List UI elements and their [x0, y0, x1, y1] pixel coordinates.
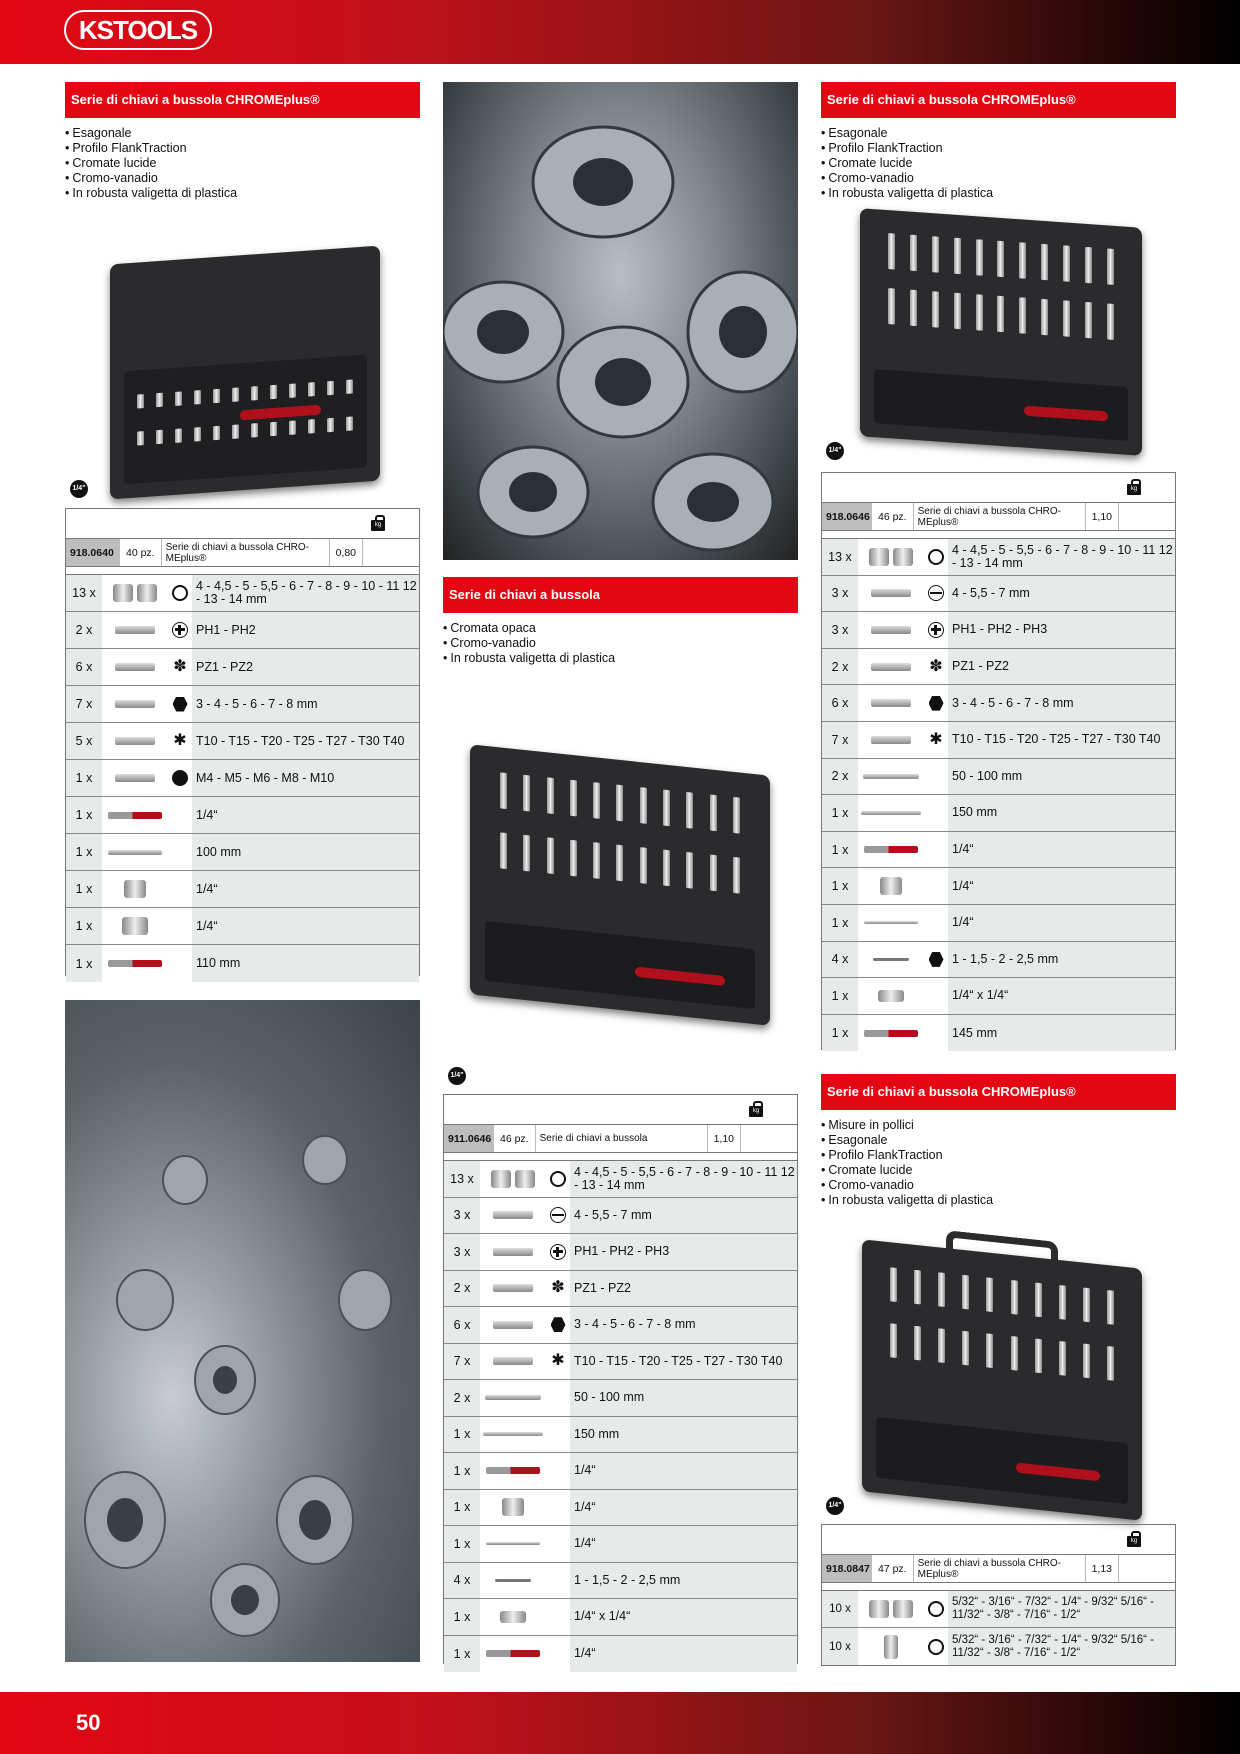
table-row	[822, 576, 1175, 613]
feature-item: • Cromate lucide	[821, 156, 1176, 171]
quantity: 13 x	[66, 575, 102, 611]
quantity: 7 x	[66, 686, 102, 722]
sizes: PH1 - PH2	[192, 612, 419, 648]
feature-item: • Esagonale	[821, 126, 1176, 141]
phillips-icon	[168, 612, 192, 648]
hex-key-image	[858, 942, 924, 978]
bit-image	[102, 760, 168, 796]
slotted-icon	[546, 1198, 570, 1234]
sizes: 4 - 4,5 - 5 - 5,5 - 6 - 7 - 8 - 9 - 10 - 11 12 - 13 - 14 mm	[570, 1161, 797, 1197]
bit-adapter-image	[102, 908, 168, 944]
weight-icon	[371, 515, 385, 531]
table-row	[66, 797, 419, 834]
contents-list	[444, 1161, 797, 1672]
universal-joint-image	[858, 868, 924, 904]
quantity: 13 x	[822, 539, 858, 575]
case-handle	[946, 1230, 1058, 1264]
sizes: 1/4“	[948, 832, 1175, 868]
table-header	[822, 473, 1175, 503]
quantity: 1 x	[66, 908, 102, 944]
drive-size-badge: 1/4"	[826, 442, 844, 460]
quantity: 1 x	[822, 832, 858, 868]
spec-table	[821, 472, 1176, 1050]
sizes: 50 - 100 mm	[570, 1380, 797, 1416]
sizes: 1/4“	[948, 905, 1175, 941]
table-row	[444, 1453, 797, 1490]
sizes: 1/4“	[570, 1490, 797, 1526]
table-row	[822, 868, 1175, 905]
bit-adapter-image	[858, 978, 924, 1014]
sizes: M4 - M5 - M6 - M8 - M10	[192, 760, 419, 796]
piece-count: 47 pz.	[872, 1555, 914, 1582]
sizes: 3 - 4 - 5 - 6 - 7 - 8 mm	[570, 1307, 797, 1343]
sizes: 150 mm	[570, 1417, 797, 1453]
table-row	[822, 795, 1175, 832]
contents-list	[822, 1591, 1175, 1665]
article-description: Serie di chiavi a bussola CHRO-MEplus®	[914, 503, 1086, 530]
spline-icon	[168, 760, 192, 796]
product-image-case	[470, 744, 770, 1026]
feature-list	[821, 126, 1176, 201]
quantity: 1 x	[822, 978, 858, 1014]
feature-item: • Profilo FlankTraction	[65, 141, 420, 156]
table-row	[444, 1344, 797, 1381]
bit-image	[858, 576, 924, 612]
quantity: 3 x	[444, 1234, 480, 1270]
quantity: 10 x	[822, 1628, 858, 1665]
table-row	[444, 1636, 797, 1673]
socket-image	[858, 1591, 924, 1627]
bit-image	[858, 612, 924, 648]
article-weight: 1,10	[1086, 503, 1119, 530]
feature-item: • Misure in pollici	[821, 1118, 1176, 1133]
sizes: 150 mm	[948, 795, 1175, 831]
bit-image	[102, 612, 168, 648]
spec-table	[821, 1524, 1176, 1666]
table-row	[822, 722, 1175, 759]
deep-socket-image	[858, 1628, 924, 1665]
sizes: 3 - 4 - 5 - 6 - 7 - 8 mm	[192, 686, 419, 722]
table-header	[444, 1095, 797, 1125]
sizes: 1/4“	[570, 1526, 797, 1562]
t-handle-image	[480, 1526, 546, 1562]
extension-bar-image	[102, 834, 168, 870]
quantity: 3 x	[444, 1198, 480, 1234]
table-row	[822, 759, 1175, 796]
torx-icon: ✱	[924, 722, 948, 758]
table-row	[822, 942, 1175, 979]
extension-bar-image	[858, 759, 924, 795]
table-row	[444, 1490, 797, 1527]
contents-list	[66, 575, 419, 982]
sizes: 1/4“	[570, 1636, 797, 1673]
extension-bar-image	[858, 795, 924, 831]
sizes: PZ1 - PZ2	[948, 649, 1175, 685]
pozidriv-icon: ✽	[924, 649, 948, 685]
table-row	[444, 1307, 797, 1344]
article-code: 911.0646	[444, 1125, 494, 1152]
bit-adapter-image	[480, 1599, 546, 1635]
contents-list	[822, 539, 1175, 1051]
table-row	[822, 649, 1175, 686]
top-banner	[0, 0, 1240, 64]
quantity: 2 x	[444, 1380, 480, 1416]
product-title: Serie di chiavi a bussola CHROMEplus®	[65, 82, 420, 118]
article-weight: 1,10	[708, 1125, 741, 1152]
hex-key-icon	[168, 686, 192, 722]
sizes: 1/4“	[948, 868, 1175, 904]
bit-image	[102, 686, 168, 722]
table-row	[66, 871, 419, 908]
table-row	[444, 1380, 797, 1417]
table-row	[822, 685, 1175, 722]
article-weight: 0,80	[330, 539, 363, 566]
table-row	[822, 612, 1175, 649]
socket-image	[858, 539, 924, 575]
table-header	[822, 1525, 1175, 1555]
quantity: 1 x	[444, 1417, 480, 1453]
feature-item: • Profilo FlankTraction	[821, 1148, 1176, 1163]
sizes: 1/4“	[192, 871, 419, 907]
bit-image	[480, 1344, 546, 1380]
hex-socket-icon	[924, 539, 948, 575]
quantity: 1 x	[444, 1490, 480, 1526]
quantity: 1 x	[444, 1636, 480, 1673]
quantity: 7 x	[822, 722, 858, 758]
sizes: PH1 - PH2 - PH3	[948, 612, 1175, 648]
article-code: 918.0847	[822, 1555, 872, 1582]
feature-item: • Cromo-vanadio	[443, 636, 798, 651]
quantity: 2 x	[822, 649, 858, 685]
sizes: 1/4“	[192, 908, 419, 944]
product-title: Serie di chiavi a bussola CHROMEplus®	[821, 1074, 1176, 1110]
feature-item: • Cromate lucide	[65, 156, 420, 171]
quantity: 1 x	[66, 834, 102, 870]
sizes: 5/32“ - 3/16“ - 7/32“ - 1/4“ - 9/32“ 5/16“ - 11/32“ - 3/8“ - 7/16“ - 1/2“	[948, 1628, 1175, 1665]
quantity: 2 x	[66, 612, 102, 648]
table-row	[66, 686, 419, 723]
bit-image	[858, 649, 924, 685]
product-block-911-0646	[443, 577, 798, 666]
article-weight: 1,13	[1086, 1555, 1119, 1582]
spec-table	[443, 1094, 798, 1664]
quantity: 6 x	[822, 685, 858, 721]
bit-image	[858, 685, 924, 721]
quantity: 1 x	[822, 1015, 858, 1052]
sizes: 3 - 4 - 5 - 6 - 7 - 8 mm	[948, 685, 1175, 721]
sizes: 4 - 5,5 - 7 mm	[948, 576, 1175, 612]
feature-list	[443, 621, 798, 666]
quantity: 4 x	[822, 942, 858, 978]
socket-image	[102, 575, 168, 611]
feature-item: • In robusta valigetta di plastica	[65, 186, 420, 201]
ratchet-image	[102, 945, 168, 982]
quantity: 2 x	[822, 759, 858, 795]
product-block-918-0646	[821, 82, 1176, 201]
feature-list	[821, 1118, 1176, 1208]
table-row	[444, 1271, 797, 1308]
hex-key-icon	[546, 1307, 570, 1343]
quantity: 1 x	[444, 1453, 480, 1489]
ratchet-parts-photo-art	[443, 82, 798, 560]
table-row	[66, 612, 419, 649]
sizes: 4 - 5,5 - 7 mm	[570, 1198, 797, 1234]
slotted-icon	[924, 576, 948, 612]
sizes: 1/4“	[192, 797, 419, 833]
sizes: T10 - T15 - T20 - T25 - T27 - T30 T40	[192, 723, 419, 759]
quantity: 13 x	[444, 1161, 480, 1197]
t-handle-image	[858, 905, 924, 941]
piece-count: 40 pz.	[120, 539, 162, 566]
quantity: 10 x	[822, 1591, 858, 1627]
torx-icon: ✱	[546, 1344, 570, 1380]
table-row	[822, 1591, 1175, 1628]
pozidriv-icon: ✽	[546, 1271, 570, 1307]
quantity: 7 x	[444, 1344, 480, 1380]
drive-size-badge: 1/4"	[448, 1067, 466, 1085]
feature-item: • In robusta valigetta di plastica	[443, 651, 798, 666]
ratchet-image	[480, 1636, 546, 1673]
table-row	[66, 723, 419, 760]
article-row	[66, 539, 419, 567]
table-row	[822, 905, 1175, 942]
screwdriver-handle-image	[858, 832, 924, 868]
hex-socket-icon	[924, 1628, 948, 1665]
ks-tools-logo: KSTOOLS	[64, 10, 212, 50]
bit-image	[480, 1271, 546, 1307]
article-description: Serie di chiavi a bussola	[536, 1125, 708, 1152]
quantity: 1 x	[822, 905, 858, 941]
table-row	[822, 978, 1175, 1015]
bit-image	[480, 1307, 546, 1343]
feature-item: • Cromo-vanadio	[821, 171, 1176, 186]
socket-image	[480, 1161, 546, 1197]
feature-item: • Esagonale	[65, 126, 420, 141]
article-description: Serie di chiavi a bussola CHRO-MEplus®	[914, 1555, 1086, 1582]
table-row	[66, 834, 419, 871]
product-title: Serie di chiavi a bussola	[443, 577, 798, 613]
table-row	[444, 1161, 797, 1198]
weight-icon	[1127, 1531, 1141, 1547]
quantity: 6 x	[66, 649, 102, 685]
table-row	[66, 945, 419, 982]
quantity: 1 x	[822, 868, 858, 904]
hex-socket-icon	[546, 1161, 570, 1197]
product-title: Serie di chiavi a bussola CHROMEplus®	[821, 82, 1176, 118]
sizes: 100 mm	[192, 834, 419, 870]
phillips-icon	[546, 1234, 570, 1270]
table-row	[66, 575, 419, 612]
table-row	[444, 1526, 797, 1563]
quantity: 1 x	[822, 795, 858, 831]
quantity: 1 x	[66, 760, 102, 796]
product-block-918-0847	[821, 1074, 1176, 1208]
sizes: 1 - 1,5 - 2 - 2,5 mm	[570, 1563, 797, 1599]
feature-item: • Cromata opaca	[443, 621, 798, 636]
torx-icon: ✱	[168, 723, 192, 759]
hex-socket-icon	[168, 575, 192, 611]
bit-image	[480, 1198, 546, 1234]
table-row	[444, 1417, 797, 1454]
article-row	[444, 1125, 797, 1153]
table-row	[66, 908, 419, 945]
article-row	[822, 503, 1175, 531]
table-row	[444, 1563, 797, 1600]
article-code: 918.0640	[66, 539, 120, 566]
table-row	[66, 649, 419, 686]
extension-bar-image	[480, 1380, 546, 1416]
table-row	[822, 1628, 1175, 1665]
universal-joint-image	[102, 871, 168, 907]
phillips-icon	[924, 612, 948, 648]
quantity: 3 x	[822, 576, 858, 612]
feature-item: • Cromo-vanadio	[65, 171, 420, 186]
hex-key-icon	[924, 942, 948, 978]
piece-count: 46 pz.	[494, 1125, 536, 1152]
sizes: 5/32“ - 3/16“ - 7/32“ - 1/4“ - 9/32“ 5/16“ - 11/32“ - 3/8“ - 7/16“ - 1/2“	[948, 1591, 1175, 1627]
sizes: 50 - 100 mm	[948, 759, 1175, 795]
drive-size-badge: 1/4"	[70, 480, 88, 498]
page-number: 50	[76, 1710, 101, 1735]
feature-item: • Profilo FlankTraction	[821, 141, 1176, 156]
pozidriv-icon: ✽	[168, 649, 192, 685]
weight-icon	[749, 1101, 763, 1117]
quantity: 5 x	[66, 723, 102, 759]
sizes: T10 - T15 - T20 - T25 - T27 - T30 T40	[570, 1344, 797, 1380]
screwdriver-handle-image	[480, 1453, 546, 1489]
hex-socket-icon	[924, 1591, 948, 1627]
sizes: 145 mm	[948, 1015, 1175, 1052]
universal-joint-image	[480, 1490, 546, 1526]
extension-bar-image	[480, 1417, 546, 1453]
hex-key-image	[480, 1563, 546, 1599]
sizes: PZ1 - PZ2	[570, 1271, 797, 1307]
drive-size-badge: 1/4"	[826, 1497, 844, 1515]
hex-key-icon	[924, 685, 948, 721]
table-row	[444, 1198, 797, 1235]
feature-item: • In robusta valigetta di plastica	[821, 1193, 1176, 1208]
feature-item: • In robusta valigetta di plastica	[821, 186, 1176, 201]
screwdriver-handle-image	[102, 797, 168, 833]
bit-image	[858, 722, 924, 758]
article-code: 918.0646	[822, 503, 872, 530]
quantity: 4 x	[444, 1563, 480, 1599]
product-block-918-0640	[65, 82, 420, 201]
ratchet-parts-photo	[443, 82, 798, 560]
quantity: 2 x	[444, 1271, 480, 1307]
sizes: 4 - 4,5 - 5 - 5,5 - 6 - 7 - 8 - 9 - 10 - 11 12 - 13 - 14 mm	[948, 539, 1175, 575]
sizes: PH1 - PH2 - PH3	[570, 1234, 797, 1270]
quantity: 1 x	[444, 1599, 480, 1635]
bottom-banner	[0, 1692, 1240, 1754]
sizes: 4 - 4,5 - 5 - 5,5 - 6 - 7 - 8 - 9 - 10 - 11 12 - 13 - 14 mm	[192, 575, 419, 611]
article-description: Serie di chiavi a bussola CHRO-MEplus®	[162, 539, 330, 566]
article-row	[822, 1555, 1175, 1583]
piece-count: 46 pz.	[872, 503, 914, 530]
spec-table	[65, 508, 420, 976]
sizes: 1/4“ x 1/4“	[570, 1599, 797, 1635]
table-row	[444, 1234, 797, 1271]
quantity: 3 x	[822, 612, 858, 648]
quantity: 1 x	[444, 1526, 480, 1562]
sizes: T10 - T15 - T20 - T25 - T27 - T30 T40	[948, 722, 1175, 758]
product-image-case	[110, 246, 380, 500]
sizes: 1 - 1,5 - 2 - 2,5 mm	[948, 942, 1175, 978]
bit-image	[102, 649, 168, 685]
quantity: 1 x	[66, 945, 102, 982]
bit-image	[102, 723, 168, 759]
sizes: PZ1 - PZ2	[192, 649, 419, 685]
table-row	[822, 1015, 1175, 1052]
bit-image	[480, 1234, 546, 1270]
sockets-photo	[65, 1000, 420, 1662]
table-row	[822, 832, 1175, 869]
table-row	[822, 539, 1175, 576]
table-row	[66, 760, 419, 797]
product-image-case	[862, 1239, 1142, 1520]
feature-list	[65, 126, 420, 201]
sizes: 1/4“	[570, 1453, 797, 1489]
sizes: 110 mm	[192, 945, 419, 982]
sockets-photo-art	[65, 1000, 420, 1662]
ratchet-image	[858, 1015, 924, 1052]
weight-icon	[1127, 479, 1141, 495]
table-header	[66, 509, 419, 539]
quantity: 1 x	[66, 797, 102, 833]
quantity: 1 x	[66, 871, 102, 907]
table-row	[444, 1599, 797, 1636]
quantity: 6 x	[444, 1307, 480, 1343]
sizes: 1/4“ x 1/4“	[948, 978, 1175, 1014]
feature-item: • Cromo-vanadio	[821, 1178, 1176, 1193]
feature-item: • Cromate lucide	[821, 1163, 1176, 1178]
product-image-case	[860, 208, 1142, 456]
feature-item: • Esagonale	[821, 1133, 1176, 1148]
